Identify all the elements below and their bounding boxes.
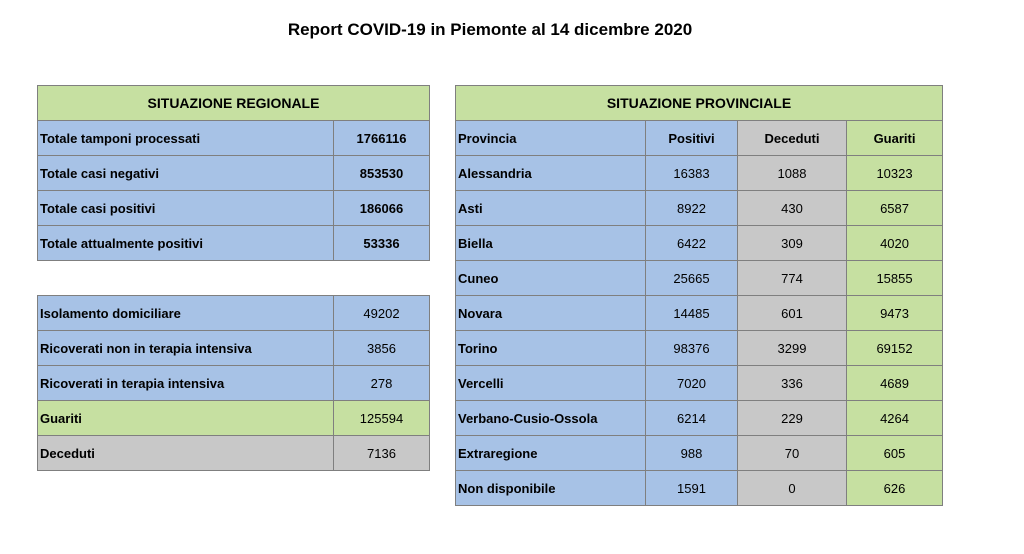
provincial-table: [455, 85, 943, 506]
province-deceduti: 3299: [738, 331, 847, 366]
province-name: Torino: [456, 331, 646, 366]
province-guariti: 605: [847, 436, 943, 471]
table-row: [456, 261, 943, 296]
table-row: [456, 471, 943, 506]
province-positivi: 7020: [646, 366, 738, 401]
province-positivi: 8922: [646, 191, 738, 226]
provincial-header-row: [456, 86, 943, 121]
column-header-row: [456, 121, 943, 156]
detail-label: Ricoverati in terapia intensiva: [38, 366, 334, 401]
regional-header-row: [38, 86, 430, 121]
detail-label: Isolamento domiciliare: [38, 296, 334, 331]
provincial-header: SITUAZIONE PROVINCIALE: [456, 86, 943, 121]
detail-value: 7136: [334, 436, 430, 471]
regional-header: SITUAZIONE REGIONALE: [38, 86, 430, 121]
column-header-deceduti: Deceduti: [738, 121, 847, 156]
regional-label: Totale attualmente positivi: [38, 226, 334, 261]
table-row: [38, 401, 430, 436]
detail-value: 278: [334, 366, 430, 401]
province-guariti: 626: [847, 471, 943, 506]
province-name: Verbano-Cusio-Ossola: [456, 401, 646, 436]
province-deceduti: 70: [738, 436, 847, 471]
regional-value: 853530: [334, 156, 430, 191]
province-deceduti: 1088: [738, 156, 847, 191]
detail-label: Guariti: [38, 401, 334, 436]
detail-value: 49202: [334, 296, 430, 331]
regional-value: 186066: [334, 191, 430, 226]
regional-label: Totale casi positivi: [38, 191, 334, 226]
regional-value: 1766116: [334, 121, 430, 156]
province-name: Vercelli: [456, 366, 646, 401]
province-name: Asti: [456, 191, 646, 226]
province-deceduti: 336: [738, 366, 847, 401]
province-deceduti: 774: [738, 261, 847, 296]
province-deceduti: 229: [738, 401, 847, 436]
column-header-positivi: Positivi: [646, 121, 738, 156]
province-name: Cuneo: [456, 261, 646, 296]
province-name: Biella: [456, 226, 646, 261]
table-row: [456, 156, 943, 191]
province-positivi: 1591: [646, 471, 738, 506]
table-row: [38, 436, 430, 471]
table-row: [456, 366, 943, 401]
detail-value: 125594: [334, 401, 430, 436]
regional-table: [37, 85, 430, 261]
province-deceduti: 601: [738, 296, 847, 331]
province-guariti: 10323: [847, 156, 943, 191]
table-row: [38, 156, 430, 191]
details-table: [37, 295, 430, 471]
province-name: Non disponibile: [456, 471, 646, 506]
provincial-body: [456, 156, 943, 506]
table-row: [456, 401, 943, 436]
table-row: [38, 121, 430, 156]
detail-label: Deceduti: [38, 436, 334, 471]
province-guariti: 69152: [847, 331, 943, 366]
page-title: Report COVID-19 in Piemonte al 14 dicembre 2020: [287, 20, 693, 39]
regional-label: Totale casi negativi: [38, 156, 334, 191]
province-positivi: 14485: [646, 296, 738, 331]
province-guariti: 9473: [847, 296, 943, 331]
province-positivi: 98376: [646, 331, 738, 366]
column-header-guariti: Guariti: [847, 121, 943, 156]
province-positivi: 6214: [646, 401, 738, 436]
table-row: [456, 226, 943, 261]
province-guariti: 15855: [847, 261, 943, 296]
regional-label: Totale tamponi processati: [38, 121, 334, 156]
regional-value: 53336: [334, 226, 430, 261]
province-positivi: 16383: [646, 156, 738, 191]
table-row: [38, 226, 430, 261]
table-row: [456, 296, 943, 331]
column-header-provincia: Provincia: [456, 121, 646, 156]
province-guariti: 4020: [847, 226, 943, 261]
province-name: Alessandria: [456, 156, 646, 191]
detail-label: Ricoverati non in terapia intensiva: [38, 331, 334, 366]
table-row: [456, 331, 943, 366]
province-deceduti: 430: [738, 191, 847, 226]
province-deceduti: 309: [738, 226, 847, 261]
table-row: [38, 191, 430, 226]
table-row: [38, 366, 430, 401]
detail-value: 3856: [334, 331, 430, 366]
table-row: [38, 331, 430, 366]
province-name: Novara: [456, 296, 646, 331]
province-guariti: 4689: [847, 366, 943, 401]
province-guariti: 4264: [847, 401, 943, 436]
table-row: [456, 191, 943, 226]
province-name: Extraregione: [456, 436, 646, 471]
province-positivi: 988: [646, 436, 738, 471]
province-guariti: 6587: [847, 191, 943, 226]
province-positivi: 25665: [646, 261, 738, 296]
table-row: [456, 436, 943, 471]
province-positivi: 6422: [646, 226, 738, 261]
province-deceduti: 0: [738, 471, 847, 506]
table-row: [38, 296, 430, 331]
